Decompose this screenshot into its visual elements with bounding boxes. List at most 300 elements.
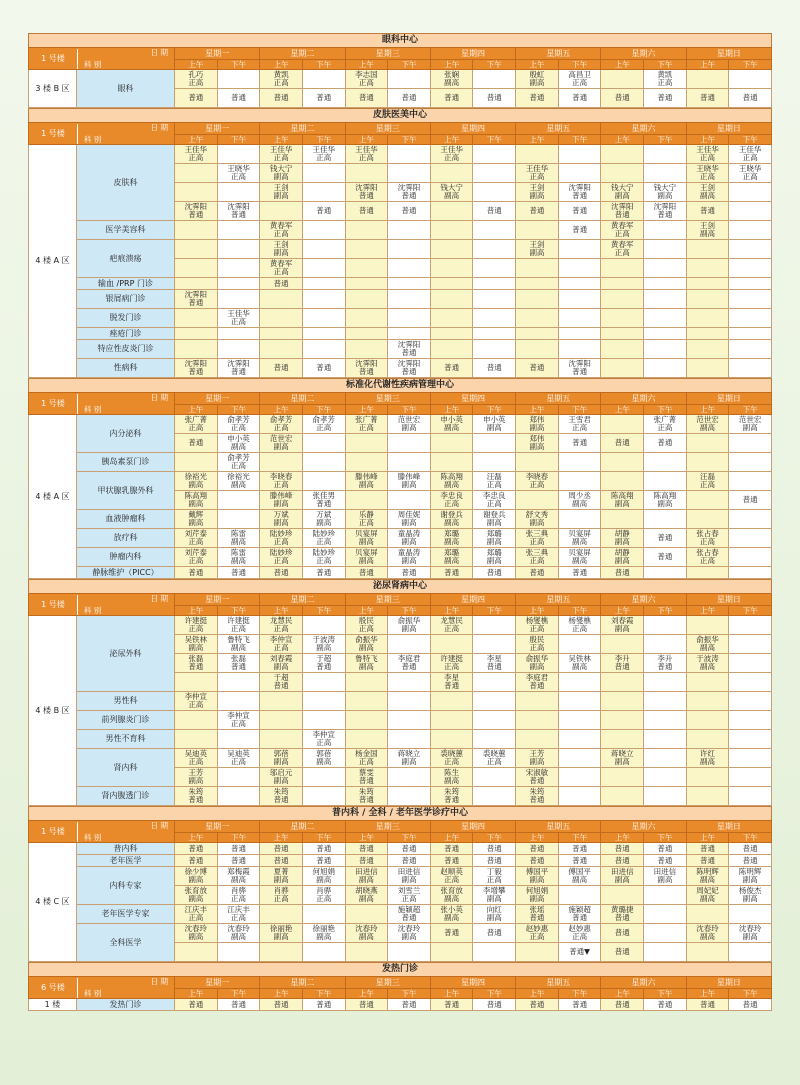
dept-label: 科 别 — [84, 404, 102, 414]
schedule-cell — [388, 259, 431, 278]
schedule-cell — [558, 924, 601, 943]
date-label: 日 期 — [150, 47, 168, 57]
schedule-cell — [217, 221, 260, 240]
schedule-cell — [217, 164, 260, 183]
schedule-cell — [260, 183, 303, 202]
schedule-cell — [217, 415, 260, 434]
schedule-cell — [345, 867, 388, 886]
section-title: 标准化代谢性疾病管理中心 — [28, 378, 772, 392]
schedule-cell — [729, 340, 772, 359]
schedule-cell — [175, 328, 218, 340]
schedule-cell — [473, 999, 516, 1011]
doctor-name: 李仲宣 — [227, 711, 250, 720]
day-header: 星期日 — [686, 977, 771, 989]
schedule-cell — [558, 340, 601, 359]
doctor-title: 副高 — [700, 229, 715, 238]
table-row — [29, 905, 772, 924]
doctor-title: 正高 — [529, 172, 545, 181]
schedule-cell — [175, 434, 218, 453]
schedule-cell — [345, 730, 388, 749]
day-header: 星期一 — [175, 48, 260, 60]
doctor-name: 龙慧民 — [269, 616, 293, 625]
doctor-name: 普通 — [486, 93, 502, 102]
doctor-name: 滕伟峰 — [397, 472, 421, 481]
doctor-name: 普通 — [486, 567, 502, 577]
doctor-title: 副高 — [657, 191, 673, 200]
doctor-title: 正高 — [529, 537, 545, 546]
header-corner — [29, 48, 175, 70]
schedule-cell — [516, 434, 559, 453]
doctor-title: 副高 — [529, 191, 545, 200]
doctor-name: 普通 — [529, 855, 545, 865]
schedule-cell — [260, 510, 303, 529]
table-row — [29, 453, 772, 472]
schedule-cell — [686, 309, 729, 328]
doctor-title: 普通 — [614, 913, 630, 922]
doctor-title: 副高 — [529, 757, 545, 766]
day-header: 星期四 — [430, 594, 515, 606]
schedule-cell — [558, 855, 601, 867]
doctor-title: 正高 — [273, 894, 289, 903]
am-header: 上午 — [345, 833, 388, 843]
doctor-name: 沈春玲 — [355, 924, 378, 933]
schedule-cell — [686, 616, 729, 635]
doctor-title: 正高 — [700, 172, 715, 181]
schedule-cell — [260, 340, 303, 359]
schedule-cell — [516, 692, 559, 711]
schedule-cell — [558, 943, 601, 962]
schedule-cell — [430, 855, 473, 867]
pm-header: 下午 — [558, 405, 601, 415]
schedule-cell — [302, 278, 345, 290]
dept-name: 内分泌科 — [77, 415, 175, 453]
doctor-name: 陆妙珍 — [269, 548, 293, 557]
doctor-name: 普通 — [657, 438, 673, 447]
doctor-name: 普通 — [700, 999, 715, 1009]
pm-header: 下午 — [558, 989, 601, 999]
schedule-cell — [430, 529, 473, 548]
doctor-name: 于超 — [273, 673, 289, 682]
doctor-title: 正高 — [614, 248, 630, 257]
schedule-cell — [260, 749, 303, 768]
schedule-cell — [260, 943, 303, 962]
doctor-name: 普通 — [572, 206, 588, 215]
doctor-name: 普通 — [572, 855, 588, 865]
schedule-cell — [430, 692, 473, 711]
doctor-name: 范世宏 — [269, 434, 293, 443]
schedule-cell — [686, 164, 729, 183]
schedule-cell — [516, 867, 559, 886]
doctor-name: 蒋晓立 — [397, 749, 421, 758]
schedule-cell — [388, 943, 431, 962]
schedule-cell — [473, 548, 516, 567]
day-header: 星期日 — [686, 48, 771, 60]
schedule-cell — [217, 886, 260, 905]
schedule-cell — [388, 843, 431, 855]
dept-name: 普内科 — [77, 843, 175, 855]
doctor-name: 赵妙惠 — [568, 924, 591, 933]
doctor-name: 普通 — [444, 363, 460, 372]
doctor-title: 正高 — [230, 894, 246, 903]
doctor-name: 钱大宁 — [269, 164, 293, 173]
doctor-name: 沈春玲 — [227, 924, 250, 933]
pm-header: 下午 — [473, 833, 516, 843]
day-header: 星期二 — [260, 123, 345, 135]
doctor-name: 普通 — [230, 843, 246, 853]
doctor-name: 吴铁林 — [568, 654, 591, 663]
schedule-cell — [516, 510, 559, 529]
schedule-cell — [729, 692, 772, 711]
doctor-title: 普通 — [230, 210, 246, 219]
building-label: 1 号楼 — [29, 822, 78, 842]
doctor-title: 副高 — [486, 537, 502, 546]
dept-label: 科 别 — [84, 59, 102, 69]
doctor-name: 普通 — [529, 843, 545, 853]
schedule-cell — [217, 548, 260, 567]
doctor-name: 朱筠 — [444, 787, 460, 796]
doctor-name: 普通 — [401, 567, 417, 577]
doctor-title: 副高 — [358, 894, 374, 903]
schedule-cell — [217, 340, 260, 359]
schedule-cell — [175, 415, 218, 434]
doctor-name: 普通 — [273, 363, 289, 372]
doctor-title: 正高 — [486, 757, 502, 766]
schedule-cell — [558, 567, 601, 579]
doctor-name: 王晓华 — [738, 164, 762, 173]
schedule-cell — [686, 221, 729, 240]
schedule-cell — [686, 183, 729, 202]
doctor-name: 李忠良 — [483, 491, 506, 500]
doctor-title: 正高 — [273, 78, 289, 87]
schedule-cell — [345, 145, 388, 164]
schedule-cell — [516, 886, 559, 905]
doctor-title: 副高 — [316, 932, 332, 941]
doctor-name: 沈春玲 — [696, 924, 719, 933]
doctor-name: 王晓华 — [696, 164, 719, 173]
schedule-cell — [345, 673, 388, 692]
schedule-cell — [473, 202, 516, 221]
dept-name: 肿瘤内科 — [77, 548, 175, 567]
table-row — [29, 328, 772, 340]
doctor-name: 傅国平 — [568, 867, 591, 876]
schedule-cell — [729, 328, 772, 340]
doctor-name: 普通 — [358, 567, 374, 577]
schedule-cell — [601, 278, 644, 290]
doctor-name: 普通 — [657, 999, 673, 1009]
schedule-cell — [260, 692, 303, 711]
schedule-cell — [345, 529, 388, 548]
doctor-title: 副高 — [188, 499, 204, 508]
doctor-name: 普通 — [700, 855, 715, 865]
doctor-title: 副高 — [401, 932, 417, 941]
schedule-cell — [430, 730, 473, 749]
schedule-cell — [686, 749, 729, 768]
doctor-name: 普通 — [358, 855, 374, 865]
schedule-cell — [558, 749, 601, 768]
doctor-name: 徐裕光 — [184, 472, 208, 481]
section-title: 发热门诊 — [28, 962, 772, 976]
doctor-name: 王剑 — [529, 240, 545, 249]
doctor-name: 贝宴屏 — [568, 548, 591, 557]
doctor-name: 普通 — [572, 93, 588, 102]
schedule-cell — [260, 359, 303, 378]
doctor-title: 正高 — [486, 499, 502, 508]
doctor-title: 正高 — [529, 932, 545, 941]
am-header: 上午 — [175, 989, 218, 999]
schedule-cell — [430, 434, 473, 453]
schedule-cell — [217, 905, 260, 924]
schedule-cell — [388, 328, 431, 340]
schedule-cell — [260, 548, 303, 567]
doctor-name: 童晶涛 — [397, 529, 421, 538]
doctor-title: 副高 — [444, 423, 460, 432]
schedule-cell — [729, 943, 772, 962]
schedule-cell — [175, 905, 218, 924]
schedule-cell — [558, 89, 601, 108]
doctor-name: 许建挺 — [227, 616, 250, 625]
schedule-cell — [217, 453, 260, 472]
section-0 — [28, 33, 772, 108]
schedule-cell — [686, 548, 729, 567]
schedule-cell — [217, 943, 260, 962]
doctor-name: 俞振华 — [525, 654, 549, 663]
dept-label: 科 别 — [84, 988, 102, 998]
doctor-name: 普通 — [188, 567, 204, 577]
am-header: 上午 — [686, 606, 729, 616]
schedule-cell — [345, 635, 388, 654]
schedule-cell — [729, 787, 772, 806]
doctor-name: 普通 — [486, 928, 502, 937]
schedule-cell — [601, 886, 644, 905]
schedule-cell — [388, 290, 431, 309]
schedule-cell — [729, 359, 772, 378]
schedule-cell — [473, 472, 516, 491]
doctor-name: 吴迪英 — [184, 749, 208, 758]
schedule-cell — [430, 510, 473, 529]
schedule-cell — [217, 787, 260, 806]
doctor-name: 普通 — [273, 93, 289, 102]
header-corner — [29, 977, 175, 999]
doctor-title: 副高 — [444, 556, 460, 565]
doctor-name: 申小英 — [483, 415, 506, 424]
doctor-name: 俞振华 — [397, 616, 421, 625]
doctor-name: 普通 — [230, 93, 246, 102]
doctor-name: 宋淑敏 — [525, 768, 549, 777]
doctor-title: 正高 — [444, 757, 460, 766]
doctor-title: 普通 — [401, 913, 417, 922]
schedule-cell — [175, 221, 218, 240]
header-diagonal — [78, 124, 174, 144]
doctor-title: 正高 — [358, 153, 374, 162]
schedule-cell — [644, 202, 687, 221]
building-label: 1 号楼 — [29, 595, 78, 615]
doctor-name: 江庆丰 — [227, 905, 250, 914]
doctor-name: 普通 — [614, 928, 630, 937]
dept-name: 脱发门诊 — [77, 309, 175, 328]
doctor-title: 正高 — [657, 78, 673, 87]
schedule-cell — [644, 259, 687, 278]
schedule-cell — [345, 692, 388, 711]
schedule-cell — [558, 240, 601, 259]
schedule-cell — [175, 164, 218, 183]
day-header: 星期一 — [175, 594, 260, 606]
am-header: 上午 — [175, 135, 218, 145]
schedule-cell — [217, 616, 260, 635]
doctor-title: 普通 — [529, 681, 545, 690]
doctor-name: 普通 — [657, 552, 673, 561]
am-header: 上午 — [175, 405, 218, 415]
doctor-title: 正高 — [188, 913, 204, 922]
table-row — [29, 924, 772, 943]
schedule-cell — [175, 567, 218, 579]
doctor-title: 副高 — [529, 78, 545, 87]
dept-name: 全科医学 — [77, 924, 175, 962]
schedule-cell — [260, 654, 303, 673]
schedule-cell — [302, 999, 345, 1011]
schedule-cell — [345, 183, 388, 202]
doctor-title: 普通 — [316, 662, 332, 671]
schedule-cell — [430, 278, 473, 290]
am-header: 上午 — [601, 606, 644, 616]
doctor-title: 正高 — [700, 556, 715, 565]
schedule-cell — [601, 768, 644, 787]
doctor-name: 王雪君 — [568, 415, 591, 424]
schedule-cell — [260, 787, 303, 806]
doctor-name: 普通 — [742, 855, 758, 865]
doctor-name: 刘春霞 — [610, 616, 634, 625]
doctor-name: 田进信 — [355, 867, 378, 876]
schedule-cell — [302, 70, 345, 89]
day-header: 星期日 — [686, 123, 771, 135]
schedule-cell — [729, 221, 772, 240]
schedule-cell — [601, 654, 644, 673]
doctor-title: 副高 — [358, 662, 374, 671]
doctor-title: 正高 — [358, 78, 374, 87]
schedule-cell — [558, 472, 601, 491]
schedule-cell — [345, 886, 388, 905]
schedule-cell — [516, 491, 559, 510]
doctor-name: 沈霁阳 — [227, 359, 250, 368]
schedule-cell — [345, 843, 388, 855]
schedule-cell — [473, 654, 516, 673]
doctor-name: 鲁特飞 — [227, 635, 250, 644]
doctor-name: 贝宴屏 — [355, 529, 378, 538]
doctor-name: 钱大宁 — [610, 183, 634, 192]
schedule-cell — [601, 415, 644, 434]
doctor-name: 郭蓓 — [316, 749, 332, 758]
doctor-title: 普通 — [444, 795, 460, 804]
schedule-cell — [388, 886, 431, 905]
schedule-cell — [302, 768, 345, 787]
am-header: 上午 — [686, 833, 729, 843]
doctor-name: 普通 — [700, 843, 715, 853]
schedule-cell — [175, 359, 218, 378]
schedule-cell — [729, 290, 772, 309]
schedule-cell — [430, 787, 473, 806]
day-header: 星期四 — [430, 123, 515, 135]
pm-header: 下午 — [729, 405, 772, 415]
schedule-cell — [430, 491, 473, 510]
doctor-title: 副高 — [230, 643, 246, 652]
dept-name: 输血 /PRP 门诊 — [77, 278, 175, 290]
dept-name: 发热门诊 — [77, 999, 175, 1011]
doctor-title: 普通 — [358, 776, 374, 785]
doctor-name: 陈高翔 — [653, 491, 677, 500]
doctor-name: 裘晓蕙 — [483, 749, 506, 758]
dept-name: 泌尿外科 — [77, 616, 175, 692]
doctor-title: 普通 — [657, 662, 673, 671]
schedule-cell — [644, 278, 687, 290]
schedule-cell — [473, 616, 516, 635]
schedule-cell — [260, 259, 303, 278]
doctor-name: 普通 — [486, 855, 502, 865]
schedule-cell — [601, 673, 644, 692]
schedule-cell — [217, 309, 260, 328]
pm-header: 下午 — [388, 135, 431, 145]
doctor-title: 副高 — [188, 776, 204, 785]
am-header: 上午 — [516, 606, 559, 616]
pm-header: 下午 — [302, 135, 345, 145]
doctor-title: 副高 — [700, 757, 715, 766]
schedule-cell — [516, 529, 559, 548]
day-header: 星期五 — [516, 48, 601, 60]
am-header: 上午 — [260, 989, 303, 999]
doctor-title: 正高 — [230, 757, 246, 766]
pm-header: 下午 — [729, 606, 772, 616]
doctor-name: 王佳华 — [696, 145, 719, 154]
am-header: 上午 — [516, 833, 559, 843]
doctor-title: 正高 — [486, 875, 502, 884]
doctor-title: 副高 — [700, 894, 715, 903]
schedule-cell — [516, 768, 559, 787]
schedule-cell — [729, 491, 772, 510]
schedule-cell — [260, 221, 303, 240]
doctor-name: 申小英 — [227, 434, 250, 443]
schedule-cell — [430, 145, 473, 164]
schedule-cell — [388, 730, 431, 749]
doctor-name: 殷虹 — [529, 70, 545, 79]
doctor-name: 张磊 — [188, 654, 204, 663]
doctor-name: 沈霁阳 — [610, 202, 634, 211]
pm-header: 下午 — [558, 606, 601, 616]
doctor-title: 正高 — [657, 423, 673, 432]
schedule-cell — [473, 529, 516, 548]
pm-header: 下午 — [217, 606, 260, 616]
area-label: 4 楼 C 区 — [29, 843, 77, 962]
schedule-cell — [302, 616, 345, 635]
dept-name: 胰岛素泵门诊 — [77, 453, 175, 472]
schedule-cell — [729, 145, 772, 164]
schedule-table — [28, 47, 772, 108]
day-header: 星期六 — [601, 393, 686, 405]
schedule-cell — [345, 616, 388, 635]
schedule-cell — [217, 290, 260, 309]
schedule-cell — [473, 567, 516, 579]
doctor-name: 王芳 — [188, 768, 204, 777]
schedule-cell — [430, 453, 473, 472]
doctor-title: 正高 — [572, 78, 588, 87]
schedule-cell — [388, 340, 431, 359]
schedule-cell — [388, 635, 431, 654]
schedule-cell — [175, 309, 218, 328]
schedule-cell — [473, 886, 516, 905]
schedule-cell — [644, 768, 687, 787]
schedule-cell — [175, 635, 218, 654]
doctor-title: 副高 — [614, 556, 630, 565]
schedule-cell — [601, 999, 644, 1011]
schedule-cell — [345, 943, 388, 962]
doctor-title: 正高 — [273, 229, 289, 238]
